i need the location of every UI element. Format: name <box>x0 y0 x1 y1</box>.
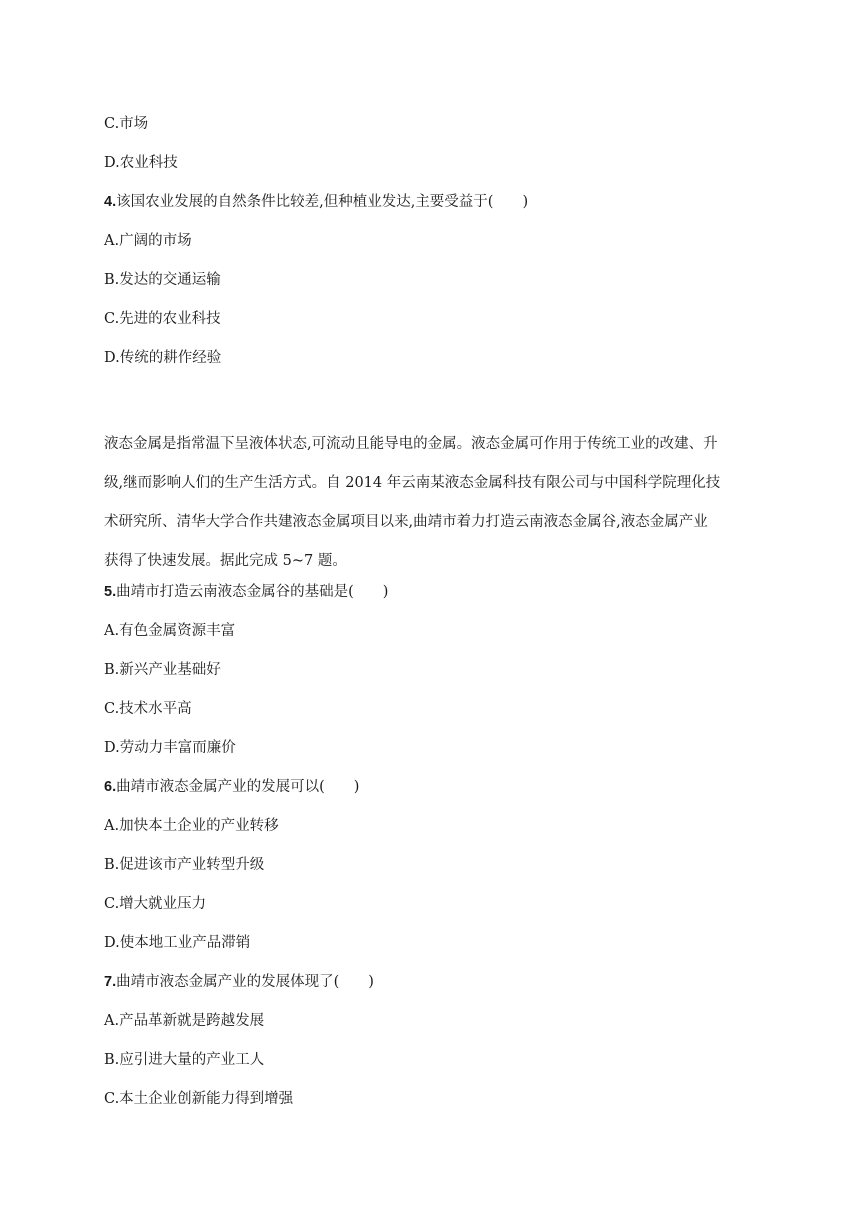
question-stem: 该国农业发展的自然条件比较差,但种植业发达,主要受益于( ) <box>116 194 529 210</box>
question-number: 4. <box>104 194 117 210</box>
question-number: 6. <box>104 779 117 795</box>
q5-option-d: D.劳动力丰富而廉价 <box>104 740 236 756</box>
question-number: 5. <box>104 584 117 600</box>
q4-option-d: D.传统的耕作经验 <box>104 350 222 366</box>
question-stem: 曲靖市液态金属产业的发展可以( ) <box>116 779 360 795</box>
q5-option-b: B.新兴产业基础好 <box>104 662 221 678</box>
reading-passage <box>104 425 764 581</box>
passage-line: 获得了快速发展。据此完成 5~7 题。 <box>104 553 347 569</box>
question-number: 7. <box>104 974 117 990</box>
question-stem: 曲靖市打造云南液态金属谷的基础是( ) <box>116 584 389 600</box>
question-stem: 曲靖市液态金属产业的发展体现了( ) <box>116 974 374 990</box>
passage-line: 级,继而影响人们的生产生活方式。自 2014 年云南某液态金属科技有限公司与中国科学院理化技 <box>104 475 721 491</box>
q5-option-a: A.有色金属资源丰富 <box>104 623 236 639</box>
q4-option-c: C.先进的农业科技 <box>104 311 221 327</box>
q6-option-a: A.加快本土企业的产业转移 <box>104 818 279 834</box>
q6-option-b: B.促进该市产业转型升级 <box>104 857 265 873</box>
q5-option-c: C.技术水平高 <box>104 701 192 717</box>
q7-option-b: B.应引进大量的产业工人 <box>104 1052 265 1068</box>
question-4 <box>104 192 528 212</box>
q4-option-a: A.广阔的市场 <box>104 233 192 249</box>
option-c-prev: C.市场 <box>104 116 149 132</box>
q7-option-c: C.本土企业创新能力得到增强 <box>104 1091 294 1107</box>
option-d-prev: D.农业科技 <box>104 155 178 171</box>
question-6 <box>104 777 359 797</box>
question-7 <box>104 972 374 992</box>
q6-option-d: D.使本地工业产品滞销 <box>104 935 251 951</box>
passage-line: 术研究所、清华大学合作共建液态金属项目以来,曲靖市着力打造云南液态金属谷,液态金属产业 <box>104 514 708 530</box>
q4-option-b: B.发达的交通运输 <box>104 272 221 288</box>
question-5 <box>104 582 388 602</box>
passage-line: 液态金属是指常温下呈液体状态,可流动且能导电的金属。液态金属可作用于传统工业的改建、升 <box>104 436 718 452</box>
q6-option-c: C.增大就业压力 <box>104 896 207 912</box>
q7-option-a: A.产品革新就是跨越发展 <box>104 1013 265 1029</box>
